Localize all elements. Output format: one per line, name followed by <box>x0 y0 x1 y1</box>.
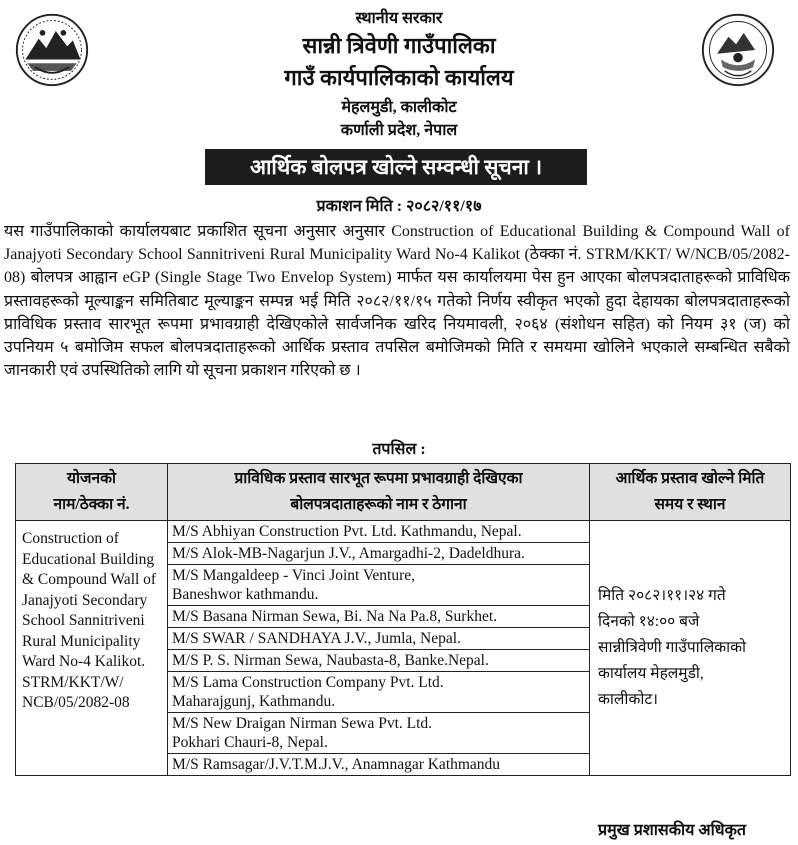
header-address: मेहलमुडी, कालीकोट <box>341 99 457 116</box>
bidder-cell: M/S SWAR / SANDHAYA J.V., Jumla, Nepal. <box>168 628 590 650</box>
header-project <box>16 464 168 521</box>
header-municipality-name: सान्नी त्रिवेणी गाउँपालिका <box>302 33 496 58</box>
opening-venue-office: कार्यालय मेहलमुडी, <box>598 665 704 682</box>
table-header-row <box>16 464 791 521</box>
tapasil-heading: तपसिल : <box>372 441 426 458</box>
opening-venue-district: कालीकोट। <box>598 691 659 708</box>
header-province: कर्णाली प्रदेश, नेपाल <box>340 122 458 139</box>
bidder-cell: M/S Ramsagar/J.V.T.M.J.V., Anamnagar Kathmandu <box>168 754 590 776</box>
header-project-line1: योजनको <box>66 470 117 487</box>
signatory: प्रमुख प्रशासकीय अधिकृत <box>598 822 747 839</box>
header-opening-line2: समय र स्थान <box>654 496 726 513</box>
opening-time: दिनको १४:०० बजे <box>598 613 700 630</box>
publication-date: प्रकाशन मिति : २०८२/११/१७ <box>316 198 482 215</box>
header-local-government: स्थानीय सरकार <box>355 10 443 27</box>
bidder-cell: M/S Lama Construction Company Pvt. Ltd. Maharajgunj, Kathmandu. <box>168 672 590 713</box>
notice-title-banner: आर्थिक बोलपत्र खोल्ने सम्वन्धी सूचना । <box>205 149 587 185</box>
bidder-cell: M/S P. S. Nirman Sewa, Naubasta-8, Banke.Nepal. <box>168 650 590 672</box>
bidder-cell: M/S Basana Nirman Sewa, Bi. Na Na Pa.8, Surkhet. <box>168 606 590 628</box>
header-bidders-line2: बोलपत्रदाताहरूको नाम र ठेगाना <box>290 496 467 513</box>
bidder-cell: M/S Alok-MB-Nagarjun J.V., Amargadhi-2, Dadeldhura. <box>168 543 590 565</box>
project-cell: Construction of Educational Building & Compound Wall of Janajyoti Secondary School Sannitriveni Rural Municipality Ward No-4 Kalikot. STRM/KKT/W/ NCB/05/2082-08 <box>16 521 168 776</box>
notice-body: यस गाउँपालिकाको कार्यालयबाट प्रकाशित सूचना अनुसार अनुसार Construction of Educational Building & Compound Wall of Janajyoti Secondary School Sannitriveni Rural Municipality Ward No-4 Kalikot (ठेक्का नं. STRM/KKT/ W/NCB/05/2082-08) बोलपत्र आह्वान eGP (Single Stage Two Envelop System) मार्फत यस कार्यालयमा पेस हुन आएका बोलपत्रदाताहरूको प्राविधिक प्रस्तावहरूको मूल्याङ्कन समितिबाट मूल्याङ्कन सम्पन्न भई मिति २०८२/११/१५ गतेको निर्णय स्वीकृत भएको हुदा देहायका बोलपत्रदाताहरूको प्राविधिक प्रस्ताव सारभूत रूपमा प्रभावग्राही देखिएकोले सार्वजनिक खरिद नियमावली, २०६४ (संशोधन सहित) को नियम ३१ (ज) को उपनियम ५ बमोजिम सफल बोलपत्रदाताहरूको आर्थिक प्रस्ताव तपसिल बमोजिमको मिति र समयमा खोलिने भएकाले सम्बन्धित सबैको जानकारी एवं उपस्थितिको लागि यो सूचना प्रकाशन गरिएको छ । <box>4 223 790 380</box>
header-bidders-line1: प्राविधिक प्रस्ताव सारभूत रूपमा प्रभावग्राही देखिएका <box>234 470 523 487</box>
header-office-name: गाउँ कार्यपालिकाको कार्यालय <box>284 65 514 90</box>
bidder-cell: M/S New Draigan Nirman Sewa Pvt. Ltd. Pokhari Chauri-8, Nepal. <box>168 713 590 754</box>
bidders-table <box>15 463 791 776</box>
bidder-cell: M/S Mangaldeep - Vinci Joint Venture, Baneshwor kathmandu. <box>168 565 590 606</box>
header-bidders <box>168 464 590 521</box>
header-opening-line1: आर्थिक प्रस्ताव खोल्ने मिति <box>615 470 765 487</box>
header-project-line2: नाम/ठेक्का नं. <box>53 496 130 513</box>
opening-venue: सान्नीत्रिवेणी गाउँपालिकाको <box>598 639 747 656</box>
header-opening <box>590 464 791 521</box>
table-row <box>16 521 791 543</box>
opening-cell <box>590 521 791 776</box>
bidder-cell: M/S Abhiyan Construction Pvt. Ltd. Kathmandu, Nepal. <box>168 521 590 543</box>
opening-date: मिति २०८२।११।२४ गते <box>598 587 726 604</box>
